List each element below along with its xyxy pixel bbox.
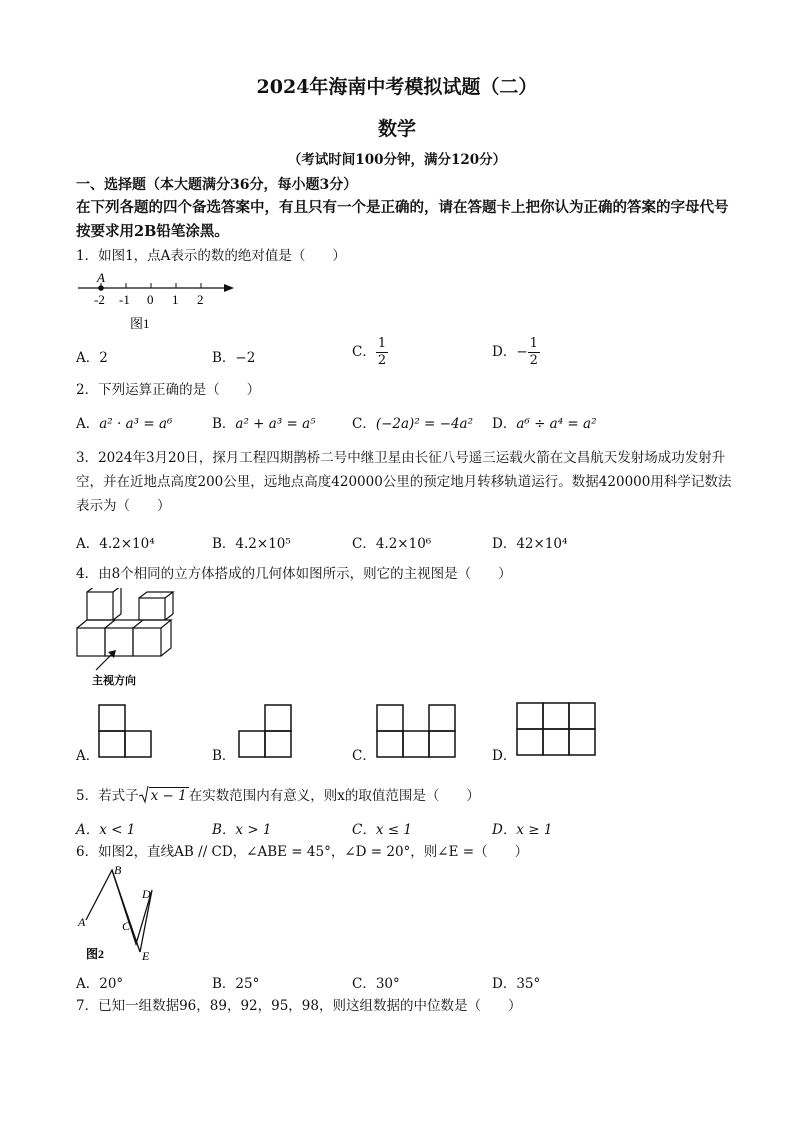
q1-option-d-label: D．−: [492, 344, 528, 360]
q6-option-b: B．25°: [212, 976, 260, 992]
q3-option-c: C．4.2×10⁶: [352, 536, 432, 552]
tick-label: -1: [119, 292, 130, 307]
q4-option-b: B．: [212, 748, 236, 764]
q2-option-d: D．a⁶ ÷ a⁴ = a²: [492, 416, 597, 432]
q4-option-b-view: [236, 702, 294, 760]
q2-option-b: B．a² + a³ = a⁵: [212, 416, 316, 432]
fraction: $\frac{1}{2}$: [377, 336, 387, 368]
tick-label: -2: [94, 292, 105, 307]
point-label: D: [142, 887, 151, 901]
q5-option-c: C．x ≤ 1: [352, 822, 412, 838]
q1-option-c: [352, 336, 388, 369]
point-a-label: A: [97, 270, 105, 285]
figure-caption: 主视方向: [92, 675, 136, 687]
point-label: A: [78, 915, 86, 929]
angle-figure-2: [74, 862, 174, 966]
q4-option-a: A．: [76, 748, 100, 764]
q1-option-d: [492, 336, 540, 369]
section-title: 一、选择题（本大题满分36分，每小题3分）: [76, 177, 358, 193]
q6-option-a: A．20°: [76, 976, 124, 992]
point-label: C: [122, 919, 131, 933]
q6-option-d: D．35°: [492, 976, 541, 992]
tick-label: 1: [172, 292, 179, 307]
point-label: E: [142, 949, 150, 963]
axis-arrow-icon: [224, 284, 234, 292]
subject-title: 数学: [377, 118, 416, 140]
fraction: $\frac{1}{2}$: [529, 336, 538, 368]
cube-solid-figure: [74, 588, 184, 688]
q4-option-c: C．: [352, 748, 376, 764]
q4-option-d: D．: [492, 748, 517, 764]
tick-label: 0: [147, 292, 154, 307]
question-3-stem: 3．2024年3月20日，探月工程四期鹊桥二号中继卫星由长征八号遥三运载火箭在文昌航天发射场成功发射升空，并在近地点高度200公里，远地点高度420000公里的预定地月转移轨道运行。数据420000用科学记数法表示为（ ）: [76, 450, 732, 514]
number-line-figure: [76, 270, 246, 340]
question-2-stem: 2．下列运算正确的是（ ）: [76, 382, 261, 398]
question-5-stem: 5．若式子 x − 1 在实数范围内有意义，则x的取值范围是（ ）: [76, 784, 480, 808]
q4-option-c-view: [374, 702, 460, 760]
question-1-stem: 1．如图1，点A表示的数的绝对值是（ ）: [76, 248, 346, 264]
q5-option-b: B．x > 1: [212, 822, 272, 838]
q5-option-d: D．x ≥ 1: [492, 822, 553, 838]
question-4-stem: 4．由8个相同的立方体搭成的几何体如图所示，则它的主视图是（ ）: [76, 566, 512, 582]
question-7-stem: 7．已知一组数据96，89，92，95，98，则这组数据的中位数是（ ）: [76, 998, 522, 1014]
q4-option-a-view: [96, 702, 154, 760]
question-6-stem: 6．如图2，直线AB // CD，∠ABE = 45°，∠D = 20°，则∠E =（ ）: [76, 844, 529, 860]
tick-label: 2: [197, 292, 204, 307]
q1-option-a: A．2: [76, 350, 108, 366]
figure-caption: 图2: [86, 947, 105, 961]
q3-option-d: D．42×10⁴: [492, 536, 568, 552]
q2-option-c: C．(−2a)² = −4a²: [352, 416, 473, 432]
q4-option-d-view: [514, 700, 600, 758]
exam-info: （考试时间100分钟，满分120分）: [287, 152, 507, 168]
q3-option-a: A．4.2×10⁴: [76, 536, 155, 552]
section-instructions: 在下列各题的四个备选答案中，有且只有一个是正确的，请在答题卡上把你认为正确的答案的字母代号按要求用2B铅笔涂黑。: [76, 199, 729, 240]
q6-option-c: C．30°: [352, 976, 400, 992]
point-a-dot: [98, 285, 104, 291]
point-label: B: [114, 863, 122, 877]
q5-option-a: A．x < 1: [76, 822, 136, 838]
square-root-expression: x − 1: [139, 784, 189, 808]
exam-title: 2024年海南中考模拟试题（二）: [256, 76, 538, 98]
q2-option-a: A．a² · a³ = a⁶: [76, 416, 173, 432]
figure-lines: [86, 870, 152, 952]
q1-option-b: B．−2: [212, 350, 256, 366]
figure-caption: 图1: [130, 316, 150, 331]
q3-option-b: B．4.2×10⁵: [212, 536, 291, 552]
q1-option-c-label: C．: [352, 344, 376, 360]
radical-sign-icon: [139, 786, 149, 804]
